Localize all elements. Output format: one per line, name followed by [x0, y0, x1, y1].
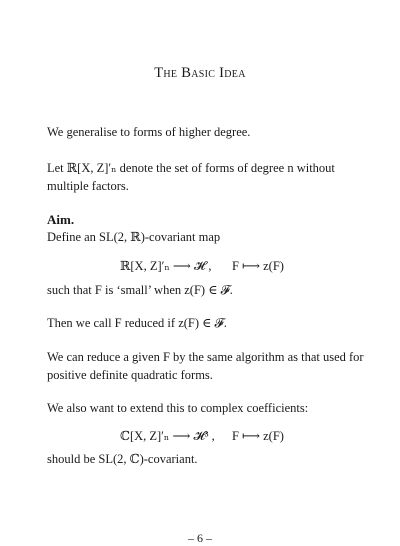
display-map-1-left: ℝ[X, Z]′ₙ ⟶ 𝓗 , — [120, 259, 212, 273]
paragraph-define: Define an SL(2, ℝ)-covariant map — [47, 230, 221, 244]
page-title: The Basic Idea — [154, 65, 246, 81]
paragraph-small: such that F is ‘small’ when z(F) ∈ 𝓕. — [47, 283, 233, 297]
paragraph-covariant: should be SL(2, ℂ)-covariant. — [47, 452, 198, 466]
paragraph-complex: We also want to extend this to complex coefficients: — [47, 401, 309, 415]
paragraph-let-line1: Let ℝ[X, Z]′ₙ denote the set of forms of degree n without — [47, 161, 335, 175]
display-map-2-left: ℂ[X, Z]′ₙ ⟶ 𝓗³ , — [120, 429, 215, 443]
paragraph-algorithm-line2: positive definite quadratic forms. — [47, 368, 213, 382]
aim-heading: Aim. — [47, 212, 75, 227]
paragraph-algorithm-line1: We can reduce a given F by the same algorithm as that used for — [47, 350, 364, 364]
paragraph-let-line2: multiple factors. — [47, 179, 129, 193]
paragraph-reduced: Then we call F reduced if z(F) ∈ 𝓕. — [47, 316, 227, 330]
display-map-1-right: F ⟼ z(F) — [232, 259, 284, 273]
page-number: – 6 – — [188, 531, 212, 545]
paragraph-intro: We generalise to forms of higher degree. — [47, 125, 251, 139]
display-map-2-right: F ⟼ z(F) — [232, 429, 284, 443]
